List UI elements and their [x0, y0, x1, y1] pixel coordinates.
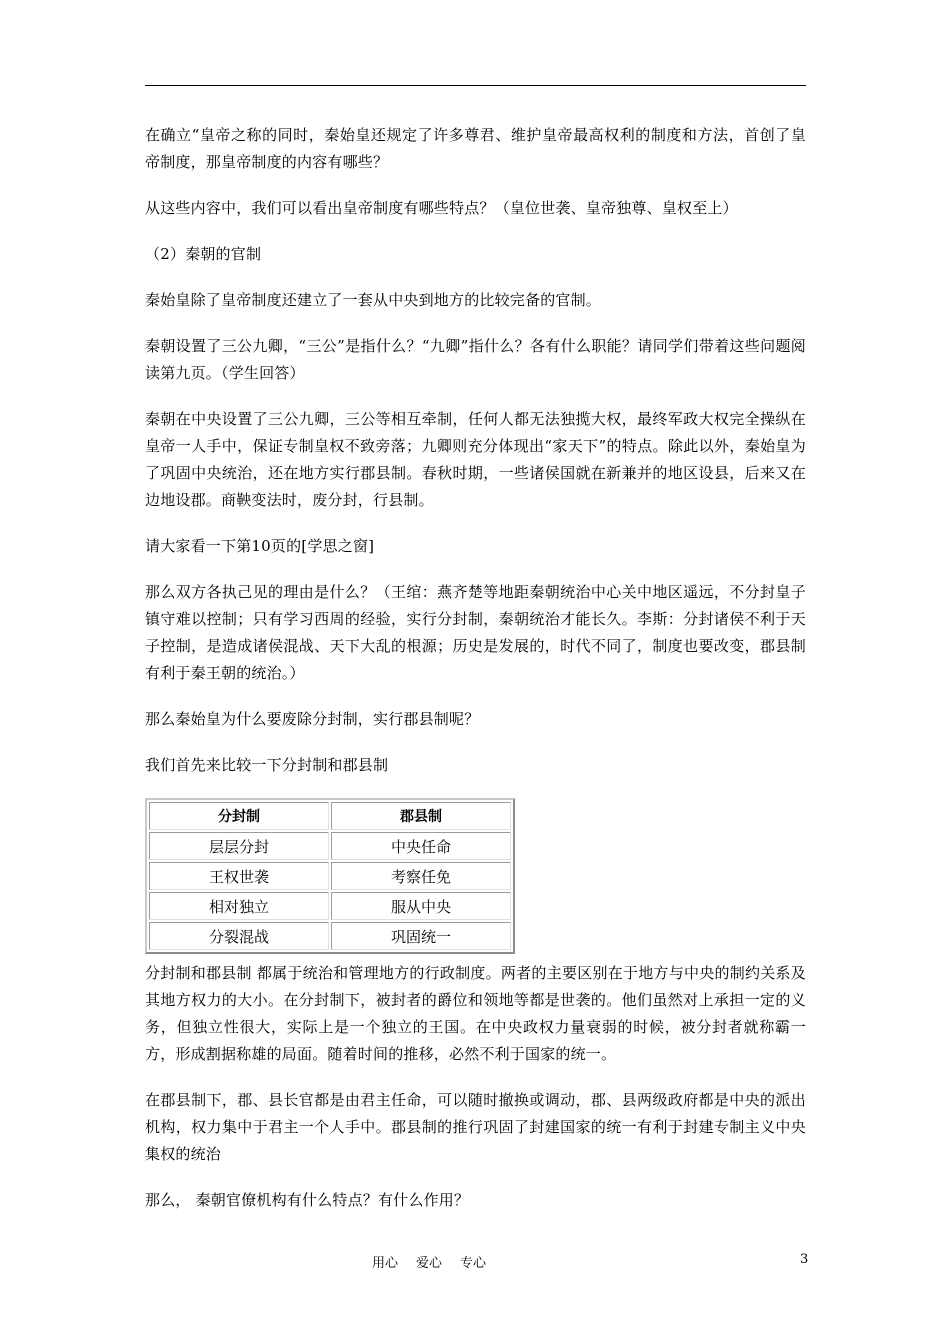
paragraph-emperor-system: 在确立“皇帝之称的同时，秦始皇还规定了许多尊君、维护皇帝最高权利的制度和方法，首创了皇帝制度，那皇帝制度的内容有哪些？: [145, 126, 806, 171]
paragraph-why-abolish: 那么秦始皇为什么要废除分封制，实行郡县制呢？: [145, 710, 480, 728]
comparison-table: [145, 798, 515, 954]
footer-motto-item: 专心: [460, 1256, 487, 1271]
table-cell: 服从中央: [331, 892, 511, 920]
paragraph-bureaucracy-question: 那么， 秦朝官僚机构有什么特点？有什么作用？: [145, 1191, 470, 1209]
footer-motto-item: 用心: [372, 1256, 399, 1271]
table-row: [149, 892, 511, 920]
table-cell: 分裂混战: [149, 922, 329, 950]
paragraph-emperor-features: 从这些内容中，我们可以看出皇帝制度有哪些特点？（皇位世袭、皇帝独尊、皇权至上）: [145, 199, 738, 217]
paragraph-official-system: 秦始皇除了皇帝制度还建立了一套从中央到地方的比较完备的官制。: [145, 291, 602, 309]
footer-motto: [372, 1252, 504, 1271]
table-row: [149, 862, 511, 890]
paragraph-three-lords-question: 秦朝设置了三公九卿，“三公”是指什么？“九卿”指什么？各有什么职能？请同学们带着这些问题阅读第九页。（学生回答）: [145, 337, 806, 382]
paragraph-debate-reasons: 那么双方各执己见的理由是什么？（王绾：燕齐楚等地距秦朝统治中心关中地区遥远，不分封皇子镇守难以控制；只有学习西周的经验，实行分封制，秦朝统治才能长久。李斯：分封诸侯不利于天子控制，是造成诸侯混战、天下大乱的根源；历史是发展的，时代不同了，制度也要改变，郡县制有利于秦王朝的统治。）: [145, 583, 806, 682]
document-body: [145, 122, 806, 1233]
paragraph-junxian-explained: 在郡县制下，郡、县长官都是由君主任命，可以随时撤换或调动，郡、县两级政府都是中央的派出机构，权力集中于君主一个人手中。郡县制的推行巩固了封建国家的统一有利于封建专制主义中央集权的统治: [145, 1091, 806, 1163]
table-header-fengjian: 分封制: [149, 802, 329, 830]
table-row: [149, 832, 511, 860]
table-row: [149, 922, 511, 950]
table-cell: 层层分封: [149, 832, 329, 860]
footer-motto-item: 爱心: [416, 1256, 443, 1271]
page-footer: [0, 1252, 950, 1272]
paragraph-difference-explained: 分封制和郡县制 都属于统治和管理地方的行政制度。两者的主要区别在于地方与中央的制约关系及其地方权力的大小。在分封制下，被封者的爵位和领地等都是世袭的。他们虽然对上承担一定的义务，但独立性很大，实际上是一个独立的王国。在中央政权力量衰弱的时候，被分封者就称霸一方，形成割据称雄的局面。随着时间的推移，必然不利于国家的统一。: [145, 964, 806, 1063]
table-cell: 考察任免: [331, 862, 511, 890]
table-cell: 巩固统一: [331, 922, 511, 950]
table-cell: 相对独立: [149, 892, 329, 920]
section-heading-qin-officials: （2）秦朝的官制: [145, 245, 262, 263]
table-header-junxian: 郡县制: [331, 802, 511, 830]
page-number: 3: [800, 1252, 809, 1267]
paragraph-study-window: 请大家看一下第10页的[学思之窗]: [145, 537, 375, 555]
table-header-row: [149, 802, 511, 830]
table-cell: 中央任命: [331, 832, 511, 860]
table-cell: 王权世袭: [149, 862, 329, 890]
header-rule: [145, 85, 806, 86]
paragraph-three-lords-explained: 秦朝在中央设置了三公九卿，三公等相互牵制，任何人都无法独揽大权，最终军政大权完全操纵在皇帝一人手中，保证专制皇权不致旁落；九卿则充分体现出“家天下”的特点。除此以外，秦始皇为了巩固中央统治，还在地方实行郡县制。春秋时期，一些诸侯国就在新兼并的地区设县，后来又在边地设郡。商鞅变法时，废分封，行县制。: [145, 410, 806, 509]
paragraph-compare-intro: 我们首先来比较一下分封制和郡县制: [145, 756, 389, 774]
